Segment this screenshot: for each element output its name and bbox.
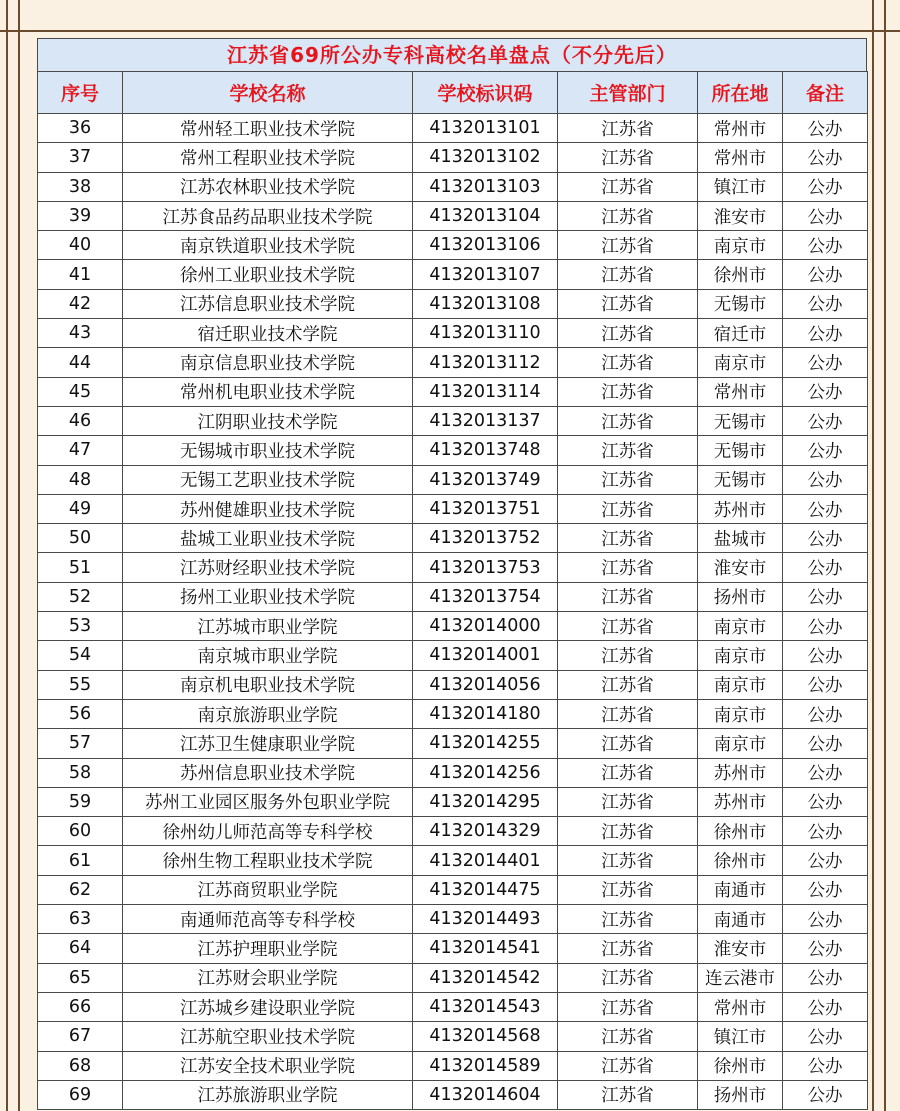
cell-location: 淮安市 [698,934,783,963]
cell-school-code: 4132013102 [413,143,558,172]
cell-school-name: 徐州工业职业技术学院 [123,260,413,289]
table-row [38,1051,868,1080]
cell-location: 镇江市 [698,1022,783,1051]
table-row [38,612,868,641]
cell-location: 徐州市 [698,817,783,846]
cell-index: 51 [38,553,123,582]
cell-index: 65 [38,963,123,992]
cell-remark: 公办 [783,934,868,963]
cell-remark: 公办 [783,436,868,465]
table-body [38,114,868,1110]
cell-department: 江苏省 [558,348,698,377]
cell-remark: 公办 [783,172,868,201]
cell-location: 南京市 [698,729,783,758]
table-row [38,319,868,348]
cell-index: 64 [38,934,123,963]
table-row [38,114,868,143]
cell-remark: 公办 [783,963,868,992]
cell-remark: 公办 [783,641,868,670]
cell-school-name: 江苏信息职业技术学院 [123,289,413,318]
cell-school-code: 4132014401 [413,846,558,875]
cell-remark: 公办 [783,260,868,289]
cell-school-code: 4132013114 [413,377,558,406]
cell-school-code: 4132014329 [413,817,558,846]
table-row [38,143,868,172]
cell-location: 徐州市 [698,260,783,289]
cell-school-code: 4132013103 [413,172,558,201]
cell-school-name: 常州工程职业技术学院 [123,143,413,172]
cell-remark: 公办 [783,1080,868,1109]
cell-school-name: 江苏财经职业技术学院 [123,553,413,582]
header-location: 所在地 [698,72,783,114]
cell-location: 无锡市 [698,436,783,465]
table-row [38,172,868,201]
cell-school-code: 4132014295 [413,787,558,816]
cell-department: 江苏省 [558,934,698,963]
cell-location: 淮安市 [698,553,783,582]
table-row [38,1080,868,1109]
cell-location: 常州市 [698,143,783,172]
cell-location: 常州市 [698,377,783,406]
cell-department: 江苏省 [558,524,698,553]
school-list-panel [37,38,867,1110]
cell-department: 江苏省 [558,172,698,201]
cell-index: 61 [38,846,123,875]
cell-index: 43 [38,319,123,348]
cell-school-code: 4132014493 [413,905,558,934]
cell-remark: 公办 [783,787,868,816]
cell-location: 南京市 [698,699,783,728]
cell-school-code: 4132013748 [413,436,558,465]
cell-department: 江苏省 [558,787,698,816]
cell-school-name: 常州机电职业技术学院 [123,377,413,406]
cell-department: 江苏省 [558,114,698,143]
cell-school-name: 宿迁职业技术学院 [123,319,413,348]
table-row [38,641,868,670]
cell-location: 无锡市 [698,289,783,318]
cell-school-code: 4132013752 [413,524,558,553]
table-row [38,670,868,699]
cell-school-code: 4132014604 [413,1080,558,1109]
cell-school-name: 江苏商贸职业学院 [123,875,413,904]
cell-department: 江苏省 [558,260,698,289]
table-row [38,231,868,260]
table-row [38,406,868,435]
cell-index: 63 [38,905,123,934]
table-row [38,992,868,1021]
cell-index: 42 [38,289,123,318]
table-row [38,289,868,318]
cell-index: 36 [38,114,123,143]
cell-department: 江苏省 [558,699,698,728]
cell-school-code: 4132013110 [413,319,558,348]
cell-school-name: 南京城市职业学院 [123,641,413,670]
cell-remark: 公办 [783,524,868,553]
cell-remark: 公办 [783,582,868,611]
school-table [37,71,868,1110]
cell-school-name: 江苏城乡建设职业学院 [123,992,413,1021]
cell-remark: 公办 [783,231,868,260]
cell-school-code: 4132013106 [413,231,558,260]
cell-index: 40 [38,231,123,260]
cell-location: 南京市 [698,641,783,670]
cell-school-name: 盐城工业职业技术学院 [123,524,413,553]
cell-department: 江苏省 [558,377,698,406]
cell-school-name: 无锡城市职业技术学院 [123,436,413,465]
cell-remark: 公办 [783,319,868,348]
cell-location: 扬州市 [698,582,783,611]
table-row [38,260,868,289]
cell-remark: 公办 [783,494,868,523]
cell-location: 南通市 [698,905,783,934]
cell-department: 江苏省 [558,1051,698,1080]
table-row [38,553,868,582]
cell-remark: 公办 [783,201,868,230]
cell-school-code: 4132013104 [413,201,558,230]
cell-school-code: 4132013754 [413,582,558,611]
cell-school-code: 4132013112 [413,348,558,377]
cell-school-name: 徐州幼儿师范高等专科学校 [123,817,413,846]
cell-department: 江苏省 [558,494,698,523]
cell-location: 镇江市 [698,172,783,201]
cell-school-name: 苏州工业园区服务外包职业学院 [123,787,413,816]
table-row [38,963,868,992]
cell-location: 宿迁市 [698,319,783,348]
table-row [38,787,868,816]
cell-school-code: 4132013751 [413,494,558,523]
cell-location: 淮安市 [698,201,783,230]
cell-index: 50 [38,524,123,553]
cell-location: 南京市 [698,348,783,377]
cell-location: 常州市 [698,114,783,143]
cell-school-name: 江苏安全技术职业学院 [123,1051,413,1080]
cell-remark: 公办 [783,729,868,758]
cell-school-code: 4132014475 [413,875,558,904]
table-row [38,934,868,963]
cell-remark: 公办 [783,905,868,934]
cell-remark: 公办 [783,406,868,435]
cell-index: 58 [38,758,123,787]
table-row [38,875,868,904]
header-school-name: 学校名称 [123,72,413,114]
table-row [38,817,868,846]
cell-department: 江苏省 [558,612,698,641]
cell-remark: 公办 [783,348,868,377]
cell-school-code: 4132013753 [413,553,558,582]
cell-department: 江苏省 [558,670,698,699]
cell-school-code: 4132014255 [413,729,558,758]
cell-school-code: 4132014056 [413,670,558,699]
cell-school-name: 江苏财会职业学院 [123,963,413,992]
cell-department: 江苏省 [558,319,698,348]
cell-school-code: 4132014543 [413,992,558,1021]
cell-school-name: 江苏卫生健康职业学院 [123,729,413,758]
cell-school-name: 南京铁道职业技术学院 [123,231,413,260]
cell-school-name: 江苏食品药品职业技术学院 [123,201,413,230]
table-row [38,1022,868,1051]
cell-index: 37 [38,143,123,172]
cell-school-code: 4132014542 [413,963,558,992]
cell-department: 江苏省 [558,729,698,758]
cell-location: 无锡市 [698,406,783,435]
cell-department: 江苏省 [558,1080,698,1109]
table-row [38,524,868,553]
cell-department: 江苏省 [558,875,698,904]
cell-school-name: 徐州生物工程职业技术学院 [123,846,413,875]
cell-school-code: 4132014001 [413,641,558,670]
cell-school-name: 扬州工业职业技术学院 [123,582,413,611]
cell-school-name: 南通师范高等专科学校 [123,905,413,934]
cell-location: 苏州市 [698,787,783,816]
cell-location: 苏州市 [698,494,783,523]
frame-line-right-inner [872,0,874,1111]
cell-remark: 公办 [783,553,868,582]
cell-index: 67 [38,1022,123,1051]
cell-school-code: 4132013101 [413,114,558,143]
cell-school-name: 江苏旅游职业学院 [123,1080,413,1109]
cell-department: 江苏省 [558,1022,698,1051]
cell-school-code: 4132014180 [413,699,558,728]
cell-remark: 公办 [783,817,868,846]
cell-remark: 公办 [783,1051,868,1080]
cell-school-code: 4132014589 [413,1051,558,1080]
cell-school-code: 4132014000 [413,612,558,641]
cell-school-code: 4132014256 [413,758,558,787]
frame-line-left-outer [6,0,8,1111]
cell-school-name: 江苏城市职业学院 [123,612,413,641]
cell-school-name: 南京信息职业技术学院 [123,348,413,377]
table-row [38,846,868,875]
cell-index: 38 [38,172,123,201]
cell-index: 55 [38,670,123,699]
cell-remark: 公办 [783,670,868,699]
cell-index: 48 [38,465,123,494]
cell-department: 江苏省 [558,817,698,846]
table-row [38,465,868,494]
cell-index: 46 [38,406,123,435]
cell-remark: 公办 [783,992,868,1021]
cell-department: 江苏省 [558,846,698,875]
cell-school-name: 常州轻工职业技术学院 [123,114,413,143]
cell-index: 45 [38,377,123,406]
cell-school-code: 4132014568 [413,1022,558,1051]
cell-department: 江苏省 [558,406,698,435]
cell-location: 徐州市 [698,846,783,875]
cell-location: 苏州市 [698,758,783,787]
header-row [38,72,868,114]
cell-location: 无锡市 [698,465,783,494]
cell-remark: 公办 [783,377,868,406]
cell-school-name: 江苏护理职业学院 [123,934,413,963]
cell-index: 57 [38,729,123,758]
cell-school-name: 无锡工艺职业技术学院 [123,465,413,494]
cell-remark: 公办 [783,699,868,728]
cell-school-name: 南京机电职业技术学院 [123,670,413,699]
cell-school-code: 4132013108 [413,289,558,318]
cell-department: 江苏省 [558,436,698,465]
header-department: 主管部门 [558,72,698,114]
table-row [38,729,868,758]
cell-index: 60 [38,817,123,846]
cell-school-name: 江苏农林职业技术学院 [123,172,413,201]
cell-remark: 公办 [783,465,868,494]
cell-school-name: 江苏航空职业技术学院 [123,1022,413,1051]
cell-index: 44 [38,348,123,377]
cell-department: 江苏省 [558,905,698,934]
cell-location: 徐州市 [698,1051,783,1080]
cell-school-name: 南京旅游职业学院 [123,699,413,728]
cell-remark: 公办 [783,1022,868,1051]
table-row [38,699,868,728]
cell-index: 59 [38,787,123,816]
table-row [38,377,868,406]
cell-remark: 公办 [783,612,868,641]
header-remark: 备注 [783,72,868,114]
table-row [38,905,868,934]
cell-location: 盐城市 [698,524,783,553]
cell-school-name: 江阴职业技术学院 [123,406,413,435]
cell-index: 52 [38,582,123,611]
cell-remark: 公办 [783,846,868,875]
frame-line-right-outer [884,0,886,1111]
table-row [38,494,868,523]
table-title: 江苏省69所公办专科高校名单盘点（不分先后） [37,38,867,71]
cell-department: 江苏省 [558,553,698,582]
cell-remark: 公办 [783,758,868,787]
cell-department: 江苏省 [558,582,698,611]
cell-index: 47 [38,436,123,465]
cell-department: 江苏省 [558,963,698,992]
cell-department: 江苏省 [558,201,698,230]
cell-department: 江苏省 [558,465,698,494]
table-row [38,436,868,465]
cell-school-code: 4132013749 [413,465,558,494]
table-row [38,758,868,787]
cell-index: 39 [38,201,123,230]
cell-location: 南京市 [698,231,783,260]
header-school-code: 学校标识码 [413,72,558,114]
cell-department: 江苏省 [558,143,698,172]
cell-remark: 公办 [783,875,868,904]
table-row [38,201,868,230]
cell-school-code: 4132014541 [413,934,558,963]
cell-school-name: 苏州健雄职业技术学院 [123,494,413,523]
cell-department: 江苏省 [558,992,698,1021]
cell-remark: 公办 [783,289,868,318]
cell-index: 68 [38,1051,123,1080]
cell-school-name: 苏州信息职业技术学院 [123,758,413,787]
cell-remark: 公办 [783,114,868,143]
cell-index: 49 [38,494,123,523]
frame-line-left-inner [18,0,20,1111]
cell-school-code: 4132013107 [413,260,558,289]
cell-location: 南通市 [698,875,783,904]
cell-index: 69 [38,1080,123,1109]
cell-location: 连云港市 [698,963,783,992]
cell-department: 江苏省 [558,641,698,670]
table-row [38,348,868,377]
cell-index: 66 [38,992,123,1021]
cell-index: 41 [38,260,123,289]
cell-school-code: 4132013137 [413,406,558,435]
frame-line-top [0,30,900,32]
cell-location: 常州市 [698,992,783,1021]
cell-remark: 公办 [783,143,868,172]
cell-department: 江苏省 [558,289,698,318]
table-row [38,582,868,611]
cell-location: 扬州市 [698,1080,783,1109]
cell-location: 南京市 [698,670,783,699]
cell-index: 56 [38,699,123,728]
cell-department: 江苏省 [558,231,698,260]
cell-location: 南京市 [698,612,783,641]
cell-department: 江苏省 [558,758,698,787]
header-index: 序号 [38,72,123,114]
cell-index: 53 [38,612,123,641]
cell-index: 62 [38,875,123,904]
cell-index: 54 [38,641,123,670]
